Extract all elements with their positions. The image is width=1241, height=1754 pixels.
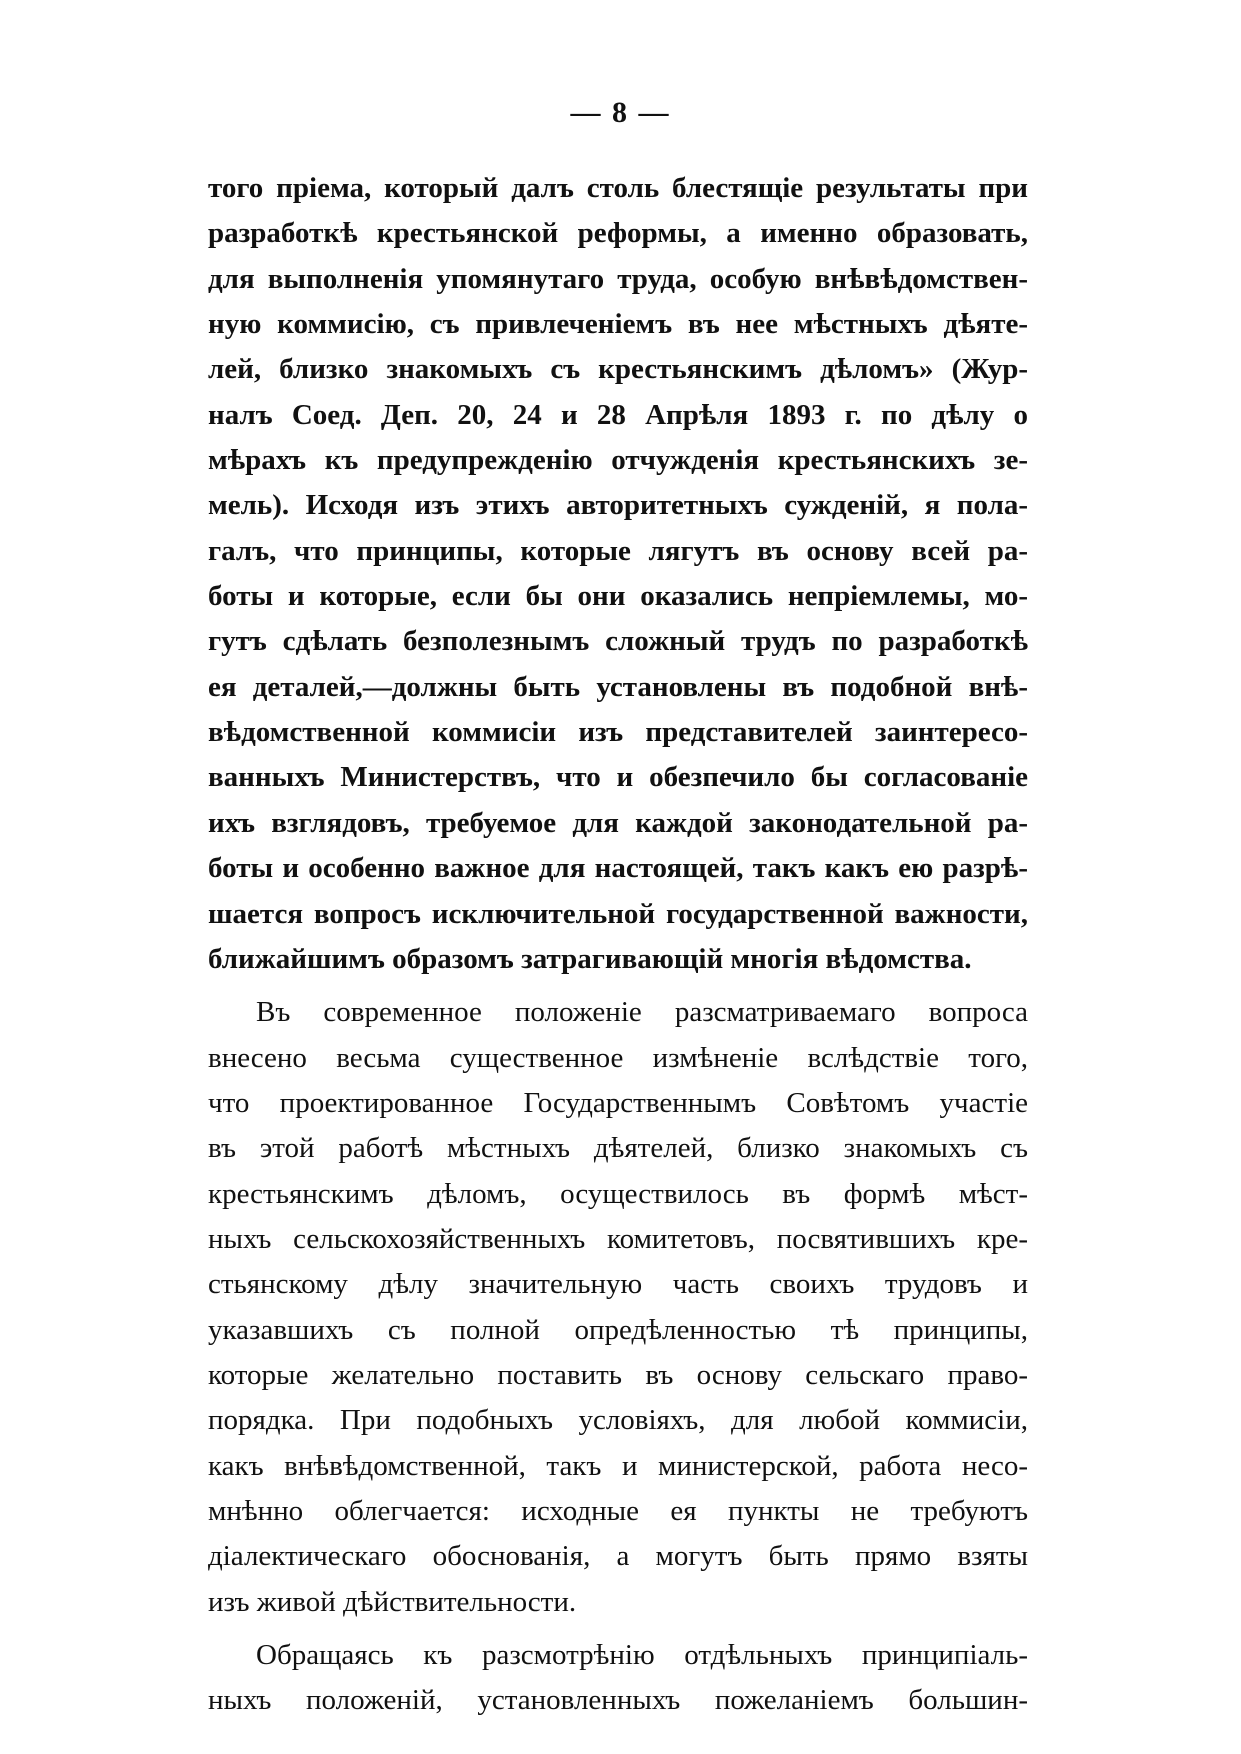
text-line: для выполненія упомянутаго труда, особую внѣвѣдомствен- [208,262,1028,295]
text-line: ея деталей,—должны быть установлены въ подобной внѣ- [208,670,1028,703]
text-line: ныхъ положеній, установленныхъ пожеланіемъ большин- [208,1684,1028,1717]
paragraph-gap [208,982,1028,990]
text-line: діалектическаго обоснованія, а могутъ быть прямо взяты [208,1540,1028,1573]
text-line: мнѣнно облегчается: исходные ея пункты не требуютъ [208,1494,1028,1527]
text-line: въ этой работѣ мѣстныхъ дѣятелей, близко знакомыхъ съ [208,1132,1028,1165]
page-number: — 8 — [570,96,671,129]
paragraph [208,166,1028,982]
text-line: лей, близко знакомыхъ съ крестьянскимъ дѣломъ» (Жур- [208,353,1028,386]
text-line: которые желательно поставить въ основу сельскаго право- [208,1358,1028,1391]
text-line: изъ живой дѣйствительности. [208,1585,577,1618]
text-line: галъ, что принципы, которые лягутъ въ основу всей ра- [208,534,1028,567]
text-line: стьянскому дѣлу значительную часть своихъ трудовъ и [208,1268,1028,1301]
text-line: ближайшимъ образомъ затрагивающій многія вѣдомства. [208,942,972,975]
text-line: что проектированное Государственнымъ Совѣтомъ участіе [208,1086,1028,1119]
paragraph-gap [208,1625,1028,1633]
text-line: мель). Исходя изъ этихъ авторитетныхъ сужденій, я пола- [208,489,1028,522]
text-line: гутъ сдѣлать безполезнымъ сложный трудъ по разработкѣ [208,625,1028,658]
text-line: вѣдомственной коммисіи изъ представителей заинтересо- [208,716,1028,749]
text-line: ихъ взглядовъ, требуемое для каждой законодательной ра- [208,806,1028,839]
text-line: порядка. При подобныхъ условіяхъ, для любой коммисіи, [208,1404,1028,1437]
text-line: боты и особенно важное для настоящей, такъ какъ ею разрѣ- [208,852,1028,885]
text-line: указавшихъ съ полной опредѣленностью тѣ принципы, [208,1313,1028,1346]
text-line: ванныхъ Министерствъ, что и обезпечило бы согласованіе [208,761,1028,794]
body-text [208,166,1028,1724]
text-line: Обращаясь къ разсмотрѣнію отдѣльныхъ принципіаль- [256,1639,1028,1671]
text-line: налъ Соед. Деп. 20, 24 и 28 Апрѣля 1893 г. по дѣлу о [208,398,1028,431]
text-line: боты и которые, если бы они оказались непріемлемы, мо- [208,580,1028,613]
text-line: мѣрахъ къ предупрежденію отчужденія крестьянскихъ зе- [208,444,1028,477]
text-line: Въ современное положеніе разсматриваемаго вопроса [256,996,1028,1029]
text-line: внесено весьма существенное измѣненіе вслѣдствіе того, [208,1041,1028,1074]
text-line: шается вопросъ исключительной государственной важности, [208,897,1028,930]
text-line: ныхъ сельскохозяйственныхъ комитетовъ, посвятившихъ кре- [208,1222,1028,1255]
text-line: разработкѣ крестьянской реформы, а именно образовать, [208,217,1028,250]
text-line: того пріема, который далъ столь блестящіе результаты при [208,172,1028,204]
text-line: крестьянскимъ дѣломъ, осуществилось въ формѣ мѣст- [208,1177,1028,1210]
text-line: какъ внѣвѣдомственной, такъ и министерской, работа несо- [208,1449,1028,1482]
text-line: ную коммисію, съ привлеченіемъ въ нее мѣстныхъ дѣяте- [208,308,1028,341]
paragraph [208,990,1028,1625]
paragraph [208,1633,1028,1724]
